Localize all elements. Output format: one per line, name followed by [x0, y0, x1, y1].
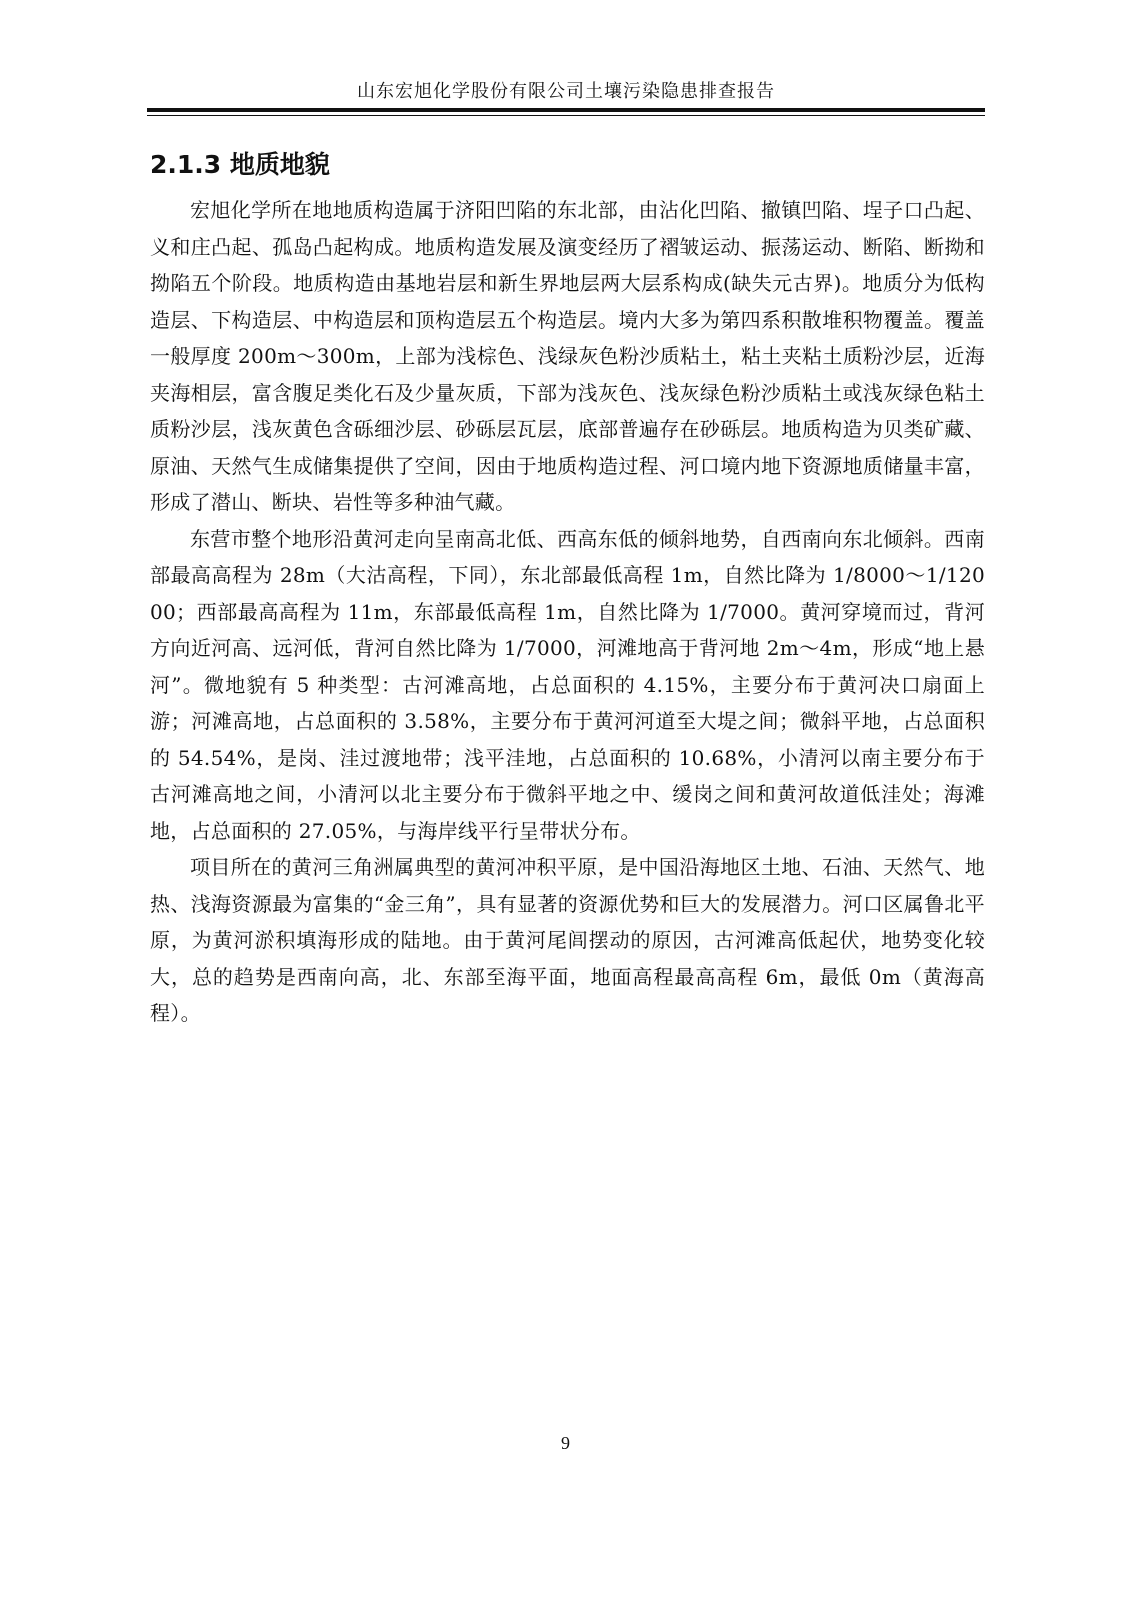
header-rule-thin [147, 115, 985, 116]
section-heading: 2.1.3 地质地貌 [150, 150, 330, 179]
running-header-title: 山东宏旭化学股份有限公司土壤污染隐患排查报告 [357, 81, 775, 102]
page-number: 9 [561, 1433, 570, 1453]
body-text [150, 192, 985, 1032]
paragraph-terrain: 东营市整个地形沿黄河走向呈南高北低、西高东低的倾斜地势，自西南向东北倾斜。西南部最高高程为 28m（大沽高程，下同），东北部最低高程 1m，自然比降为 1/8000～1/12000；西部最高高程为 11m，东部最低高程 1m，自然比降为 1/7000。黄河穿境而过，背河方向近河高、远河低，背河自然比降为 1/7000，河滩地高于背河地 2m～4m，形成“地上悬河”。微地貌有 5 种类型：古河滩高地，占总面积的 4.15%，主要分布于黄河决口扇面上游；河滩高地，占总面积的 3.58%，主要分布于黄河河道至大堤之间；微斜平地，占总面积的 54.54%，是岗、洼过渡地带；浅平洼地，占总面积的 10.68%，小清河以南主要分布于古河滩高地之间，小清河以北主要分布于微斜平地之中、缓岗之间和黄河故道低洼处；海滩地，占总面积的 27.05%，与海岸线平行呈带状分布。 [150, 526, 985, 843]
paragraph-geology: 宏旭化学所在地地质构造属于济阳凹陷的东北部，由沾化凹陷、撤镇凹陷、埕子口凸起、义和庄凸起、孤岛凸起构成。地质构造发展及演变经历了褶皱运动、振荡运动、断陷、断拗和拗陷五个阶段。地质构造由基地岩层和新生界地层两大层系构成(缺失元古界)。地质分为低构造层、下构造层、中构造层和顶构造层五个构造层。境内大多为第四系积散堆积物覆盖。覆盖一般厚度 200m～300m，上部为浅棕色、浅绿灰色粉沙质粘土，粘土夹粘土质粉沙层，近海夹海相层，富含腹足类化石及少量灰质，下部为浅灰色、浅灰绿色粉沙质粘土或浅灰绿色粘土质粉沙层，浅灰黄色含砾细沙层、砂砾层瓦层，底部普遍存在砂砾层。地质构造为贝类矿藏、原油、天然气生成储集提供了空间，因由于地质构造过程、河口境内地下资源地质储量丰富，形成了潜山、断块、岩性等多种油气藏。 [150, 198, 985, 514]
paragraph-delta: 项目所在的黄河三角洲属典型的黄河冲积平原，是中国沿海地区土地、石油、天然气、地热、浅海资源最为富集的“金三角”，具有显著的资源优势和巨大的发展潜力。河口区属鲁北平原，为黄河淤积填海形成的陆地。由于黄河尾闾摆动的原因，古河滩高低起伏，地势变化较大，总的趋势是西南向高，北、东部至海平面，地面高程最高高程 6m，最低 0m（黄海高程）。 [150, 855, 985, 1025]
header-rule-thick [147, 108, 985, 112]
